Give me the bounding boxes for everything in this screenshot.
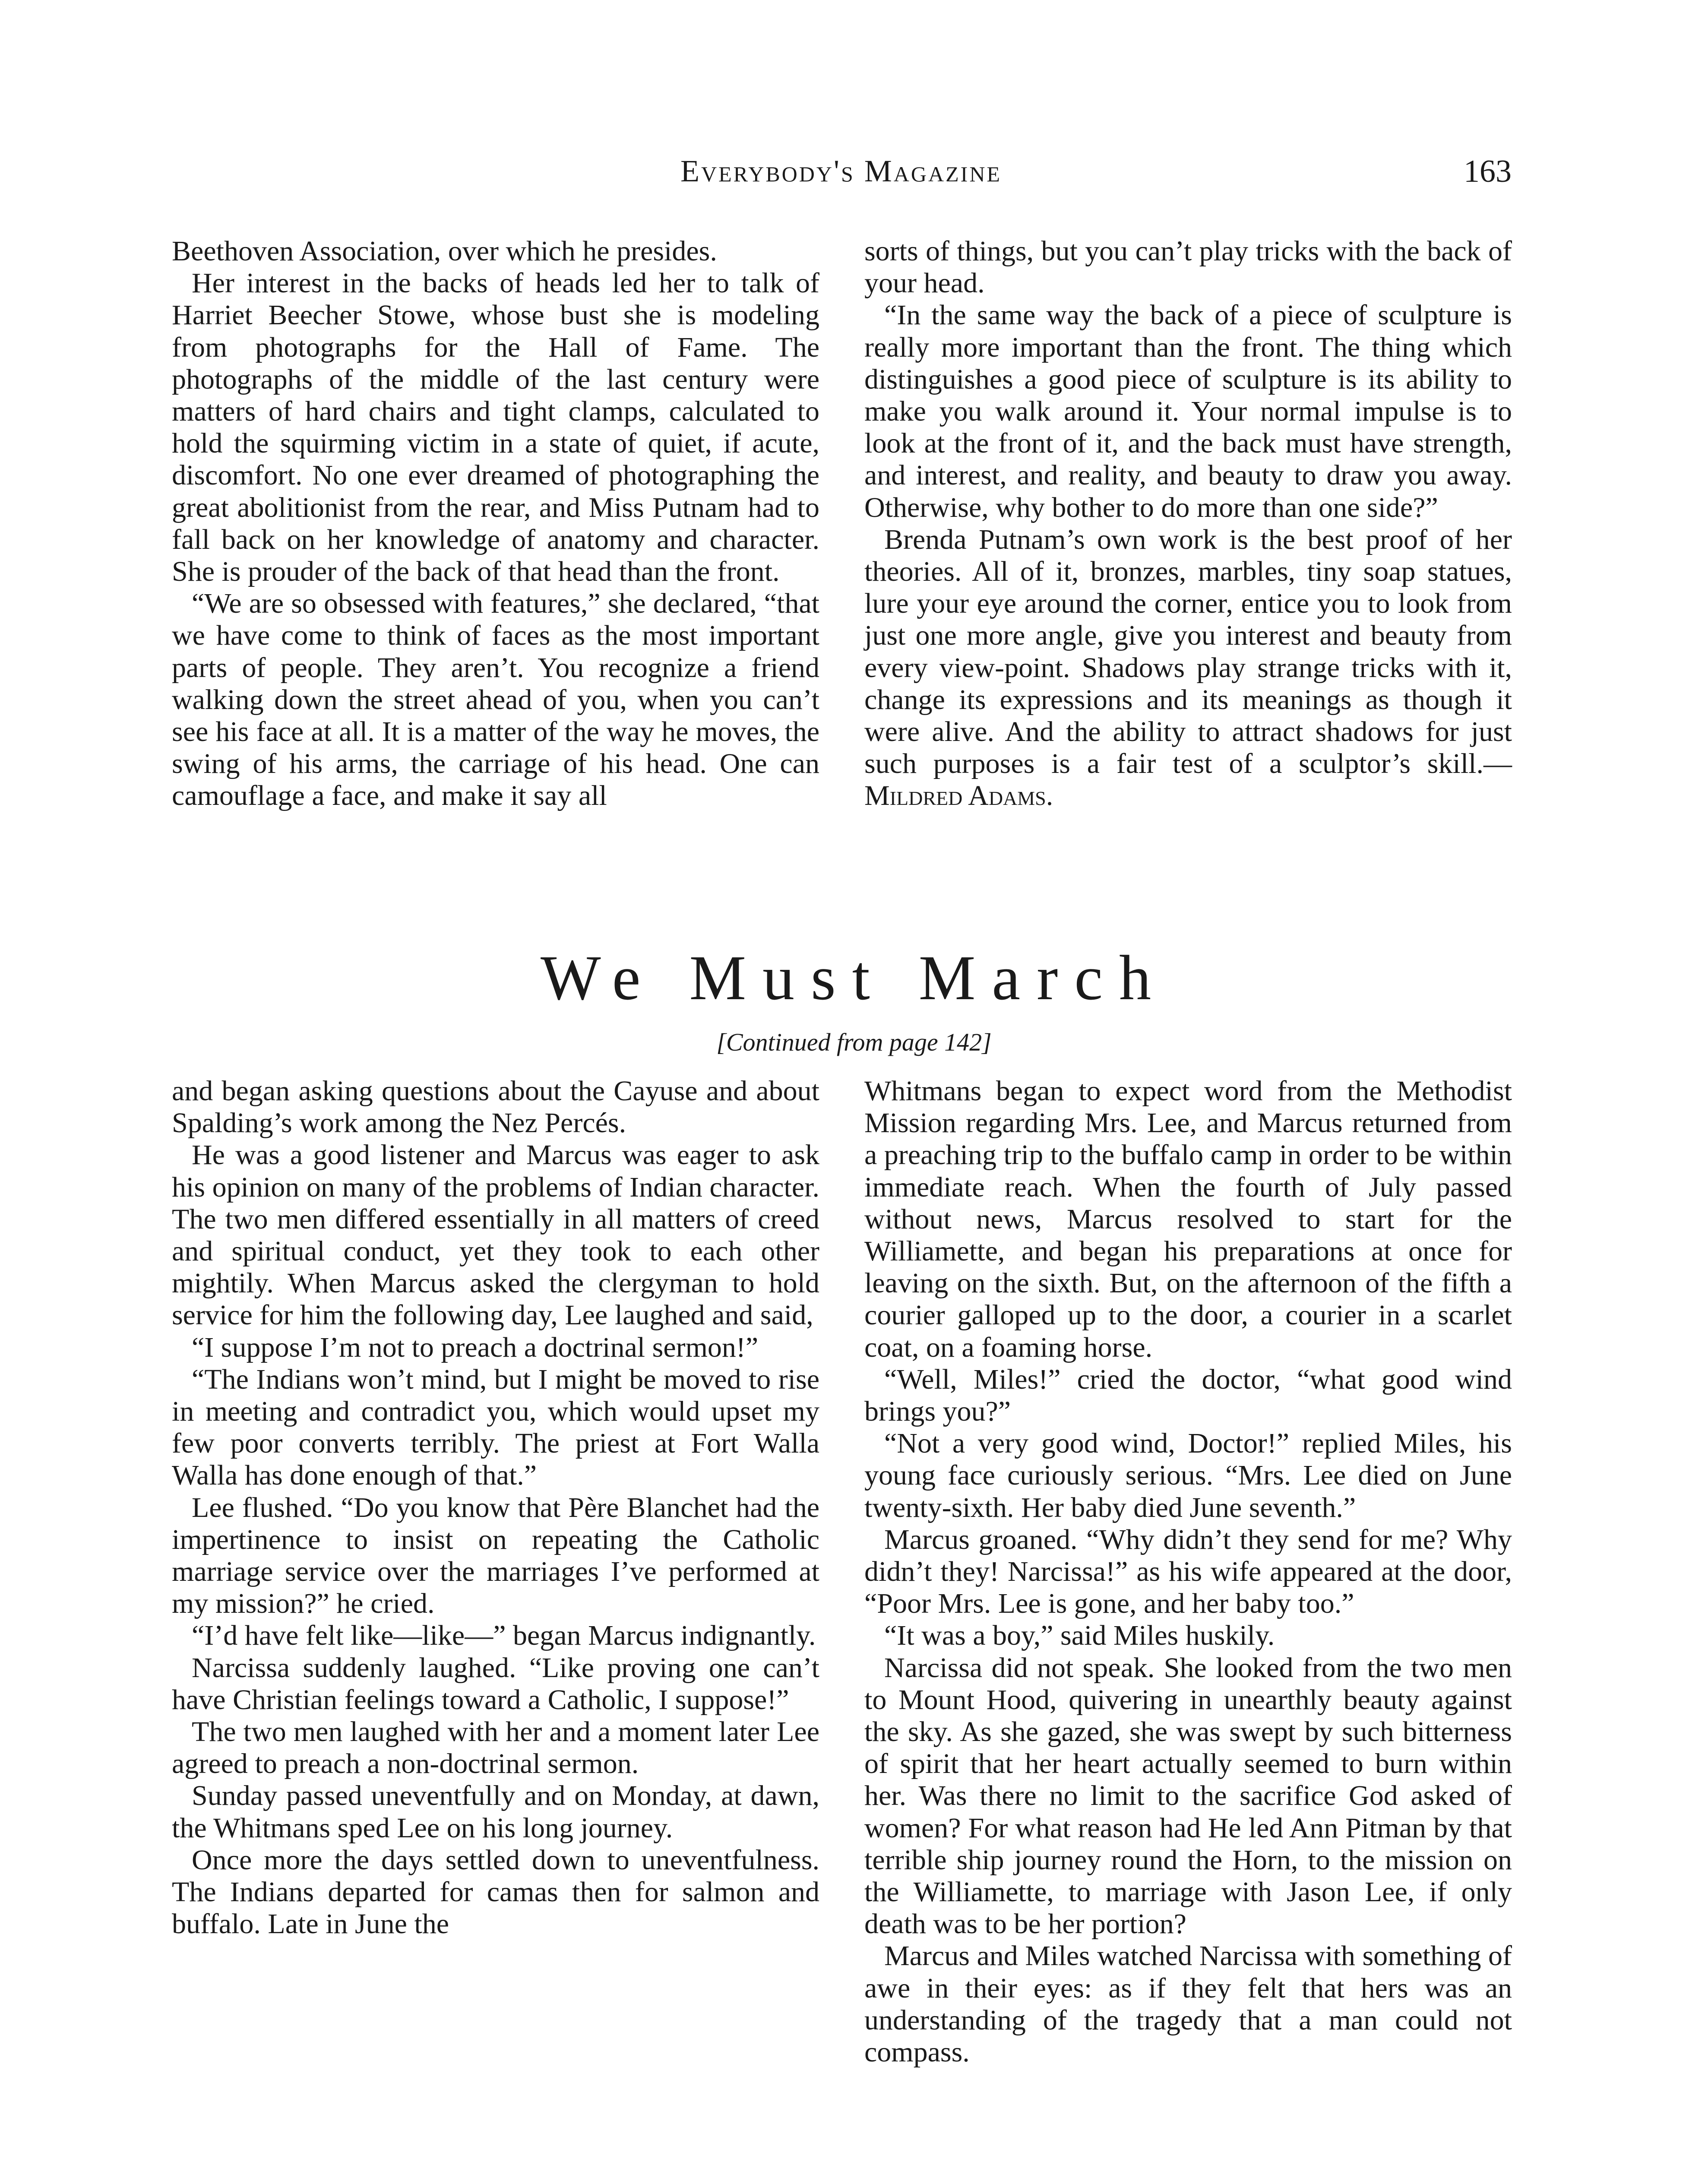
paragraph: Marcus and Miles watched Narcissa with something of awe in their eyes: as if they felt that hers was an understanding of the tragedy that a man could not compass. [864, 1940, 1512, 2068]
paragraph: sorts of things, but you can’t play tricks with the back of your head. [864, 235, 1512, 299]
paragraph: “Well, Miles!” cried the doctor, “what good wind brings you?” [864, 1363, 1512, 1428]
story-column-right [864, 1075, 1512, 2068]
paragraph: Whitmans began to expect word from the Methodist Mission regarding Mrs. Lee, and Marcus returned from a preaching trip to the buffalo camp in order to be within immediate reach. When the fourth of July passed without news, Marcus resolved to start for the Williamette, and began his preparations at once for leaving on the sixth. But, on the afternoon of the fifth a courier galloped up to the door, a courier in a scarlet coat, on a foaming horse. [864, 1075, 1512, 1363]
article-column-left [172, 235, 819, 812]
paragraph: Her interest in the backs of heads led her to talk of Harriet Beecher Stowe, whose bust she is modeling from photographs for the Hall of Fame. The photographs of the middle of the last century were matters of hard chairs and tight clamps, calculated to hold the squirming victim in a state of quiet, if acute, discomfort. No one ever dreamed of photographing the great abolitionist from the rear, and Miss Putnam had to fall back on her knowledge of anatomy and character. She is prouder of the back of that head than the front. [172, 267, 819, 588]
paragraph: “Not a very good wind, Doctor!” replied Miles, his young face curiously serious. “Mrs. Lee died on June twenty-sixth. Her baby died June seventh.” [864, 1428, 1512, 1523]
paragraph [864, 524, 1512, 812]
magazine-title: Everybody's Magazine [680, 154, 1002, 188]
paragraph: Lee flushed. “Do you know that Père Blanchet had the impertinence to insist on repeating the Catholic marriage service over the marriages I’ve performed at my mission?” he cried. [172, 1491, 819, 1620]
paragraph: Beethoven Association, over which he presides. [172, 235, 717, 267]
paragraph-text: Brenda Putnam’s own work is the best proof of her theories. All of it, bronzes, marbles, tiny soap statues, lure your eye around the corner, entice you to look from just one more angle, give you interest and beauty from every view-point. Shadows play strange tricks with it, change its expressions and its meanings as though it were alive. And the ability to attract shadows for just such purposes is a fair test of a sculptor’s skill.— [864, 523, 1512, 780]
story-column-left [172, 1075, 819, 1940]
paragraph: Sunday passed uneventfully and on Monday, at dawn, the Whitmans sped Lee on his long journey. [172, 1780, 819, 1844]
paragraph: “I’d have felt like—like—” began Marcus indignantly. [192, 1620, 816, 1652]
paragraph: Narcissa suddenly laughed. “Like proving one can’t have Christian feelings toward a Catholic, I suppose!” [172, 1652, 819, 1716]
paragraph: and began asking questions about the Cayuse and about Spalding’s work among the Nez Percés. [172, 1075, 819, 1139]
paragraph: “We are so obsessed with features,” she declared, “that we have come to think of faces as the most important parts of people. They aren’t. You recognize a friend walking down the street ahead of you, when you can’t see his face at all. It is a matter of the way he moves, the swing of his arms, the carriage of his head. One can camouflage a face, and make it say all [172, 588, 819, 812]
author-signature: Mildred Adams. [864, 780, 1053, 812]
paragraph: “In the same way the back of a piece of sculpture is really more important than the front. The thing which distinguishes a good piece of sculpture is its ability to make you walk around it. Your normal impulse is to look at the front of it, and the back must have strength, and interest, and reality, and beauty to draw you away. Otherwise, why bother to do more than one side?” [864, 299, 1512, 523]
article-column-right [864, 235, 1512, 812]
paragraph: He was a good listener and Marcus was eager to ask his opinion on many of the problems of Indian character. The two men differed essentially in all matters of creed and spiritual conduct, yet they took to each other mightily. When Marcus asked the clergyman to hold service for him the following day, Lee laughed and said, [172, 1139, 819, 1331]
paragraph: “I suppose I’m not to preach a doctrinal sermon!” [192, 1331, 759, 1363]
paragraph: Once more the days settled down to uneventfulness. The Indians departed for camas then for salmon and buffalo. Late in June the [172, 1844, 819, 1940]
running-head [171, 153, 1512, 201]
story-title: We Must March [540, 943, 1168, 1013]
continued-from-note: [Continued from page 142] [716, 1028, 992, 1056]
paragraph: Narcissa did not speak. She looked from the two men to Mount Hood, quivering in unearthly beauty against the sky. As she gazed, she was swept by such bitterness of spirit that her heart actually seemed to burn within her. Was there no limit to the sacrifice God asked of women? For what reason had He led Ann Pitman by that terrible ship journey round the Horn, to the mission on the Williamette, to marriage with Jason Lee, if only death was to be her portion? [864, 1652, 1512, 1940]
paragraph: The two men laughed with her and a moment later Lee agreed to preach a non-doctrinal sermon. [172, 1716, 819, 1780]
paragraph: “The Indians won’t mind, but I might be moved to rise in meeting and contradict you, which would upset my few poor converts terribly. The priest at Fort Walla Walla has done enough of that.” [172, 1363, 819, 1491]
page-number: 163 [1464, 154, 1512, 189]
paragraph: Marcus groaned. “Why didn’t they send for me? Why didn’t they! Narcissa!” as his wife appeared at the door, “Poor Mrs. Lee is gone, and her baby too.” [864, 1523, 1512, 1620]
paragraph: “It was a boy,” said Miles huskily. [884, 1620, 1275, 1652]
